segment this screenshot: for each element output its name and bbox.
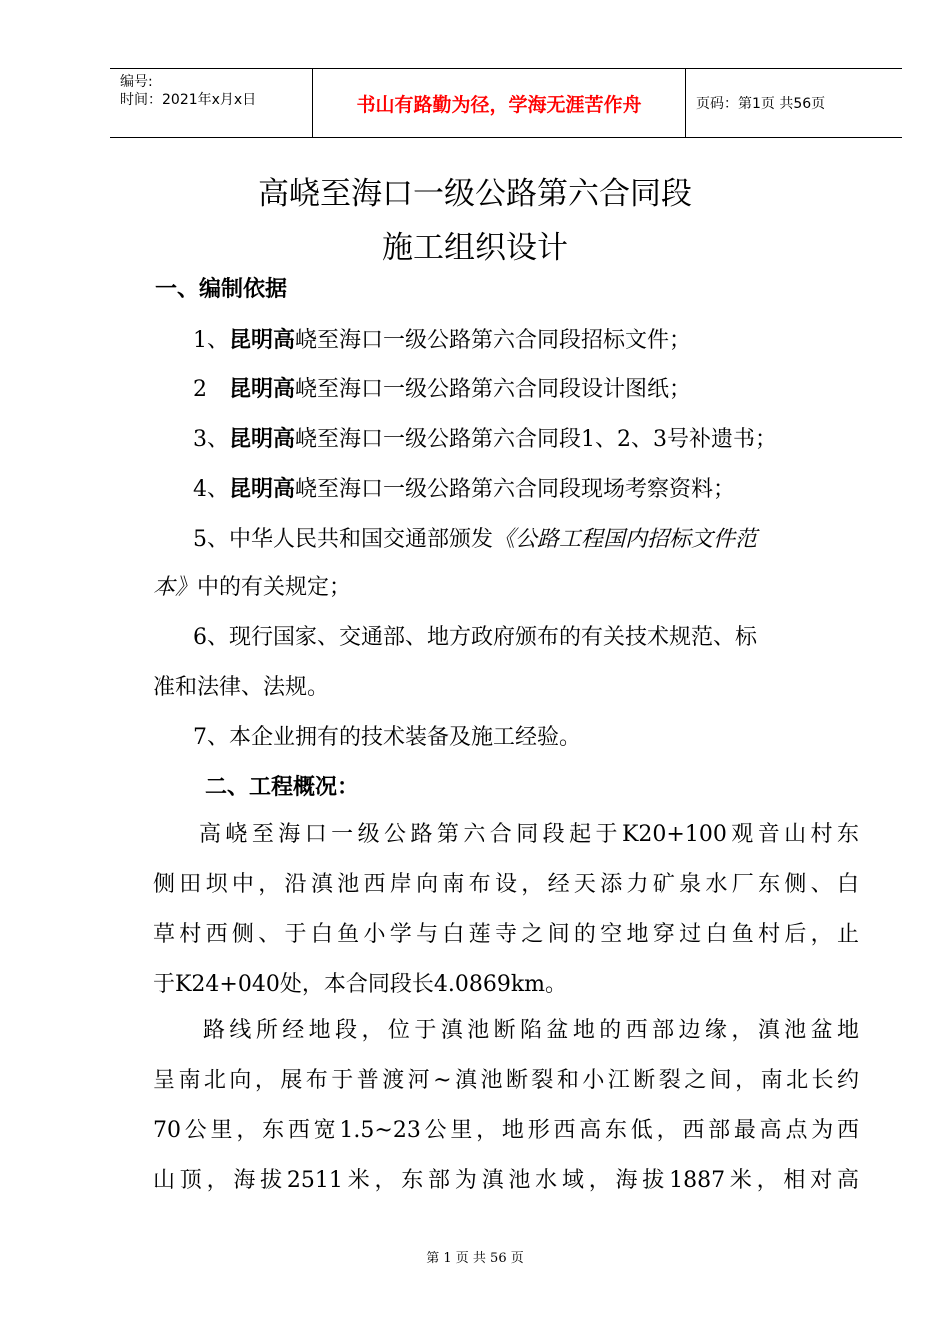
item-text: 本企业拥有的技术装备及施工经验。 [229,725,582,750]
item-text: 峣至海口一级公路第六合同段现场考察资料； [295,477,736,502]
section-heading-overview: 二、工程概况： [205,775,360,800]
item-text: 峣至海口一级公路第六合同段招标文件； [295,328,692,353]
overview-paragraph-1 [153,810,859,1010]
item-number: 5、 [193,527,229,552]
item-number: 6、 [193,625,229,650]
list-item [193,620,757,651]
header-table [110,68,902,138]
item-bold-text: 昆明高 [229,477,296,502]
list-item [193,522,757,553]
item-italic-text: 《公路工程国内招标文件范 [493,527,758,552]
item-text: 中的有关规定； [197,575,352,600]
item-number: 1、 [193,328,229,353]
item-bold-text: 昆明高 [229,328,296,353]
item-text: 现行国家、交通部、地方政府颁布的有关技术规范、标 [229,625,758,650]
item-italic-text: 本》 [153,575,198,600]
list-item [193,422,777,453]
list-item [193,472,735,503]
list-item-continuation [153,670,329,701]
item-text: 峣至海口一级公路第六合同段1、2、3号补遗书； [295,427,778,452]
paragraph-line: 侧田坝中，沿滇池西岸向南布设，经天添力矿泉水厂东侧、白 [153,872,859,897]
paragraph-line: 于K24+040处，本合同段长4.0869km。 [153,972,568,997]
paragraph-line: 路线所经地段，位于滇池断陷盆地的西部边缘，滇池盆地 [203,1018,859,1043]
overview-paragraph-2 [153,1006,859,1206]
paragraph-line: 70公里，东西宽1.5~23公里，地形西高东低，西部最高点为西 [153,1118,859,1143]
section-heading-basis: 一、编制依据 [155,277,288,302]
document-title: 高峣至海口一级公路第六合同段 [258,176,692,212]
item-number: 3、 [193,427,229,452]
header-page-info: 页码：第1页 共56页 [696,96,826,112]
list-item [193,323,691,354]
item-bold-text: 昆明高 [229,427,296,452]
list-item [193,372,691,403]
paragraph-line: 呈南北向，展布于普渡河~滇池断裂和小江断裂之间，南北长约 [153,1068,859,1093]
item-number: 4、 [193,477,229,502]
item-text: 准和法律、法规。 [153,675,330,700]
page-footer: 第 1 页 共 56 页 [426,1251,524,1266]
time-label: 时间：2021年x月x日 [120,92,257,108]
item-number: 2 [193,377,229,402]
list-item-continuation [153,570,351,601]
item-text: 峣至海口一级公路第六合同段设计图纸； [295,377,692,402]
number-label: 编号: [120,74,153,90]
item-bold-text: 昆明高 [229,377,296,402]
list-item [193,720,581,751]
item-number: 7、 [193,725,229,750]
paragraph-line: 山顶，海拔2511米，东部为滇池水域，海拔1887米，相对高 [153,1168,859,1193]
header-motto: 书山有路勤为径，学海无涯苦作舟 [313,69,686,137]
document-subtitle: 施工组织设计 [382,230,568,266]
paragraph-line: 高峣至海口一级公路第六合同段起于K20+100观音山村东 [199,822,859,847]
header-meta-cell [110,69,313,137]
item-text: 中华人民共和国交通部颁发 [229,527,494,552]
paragraph-line: 草村西侧、于白鱼小学与白莲寺之间的空地穿过白鱼村后，止 [153,922,859,947]
